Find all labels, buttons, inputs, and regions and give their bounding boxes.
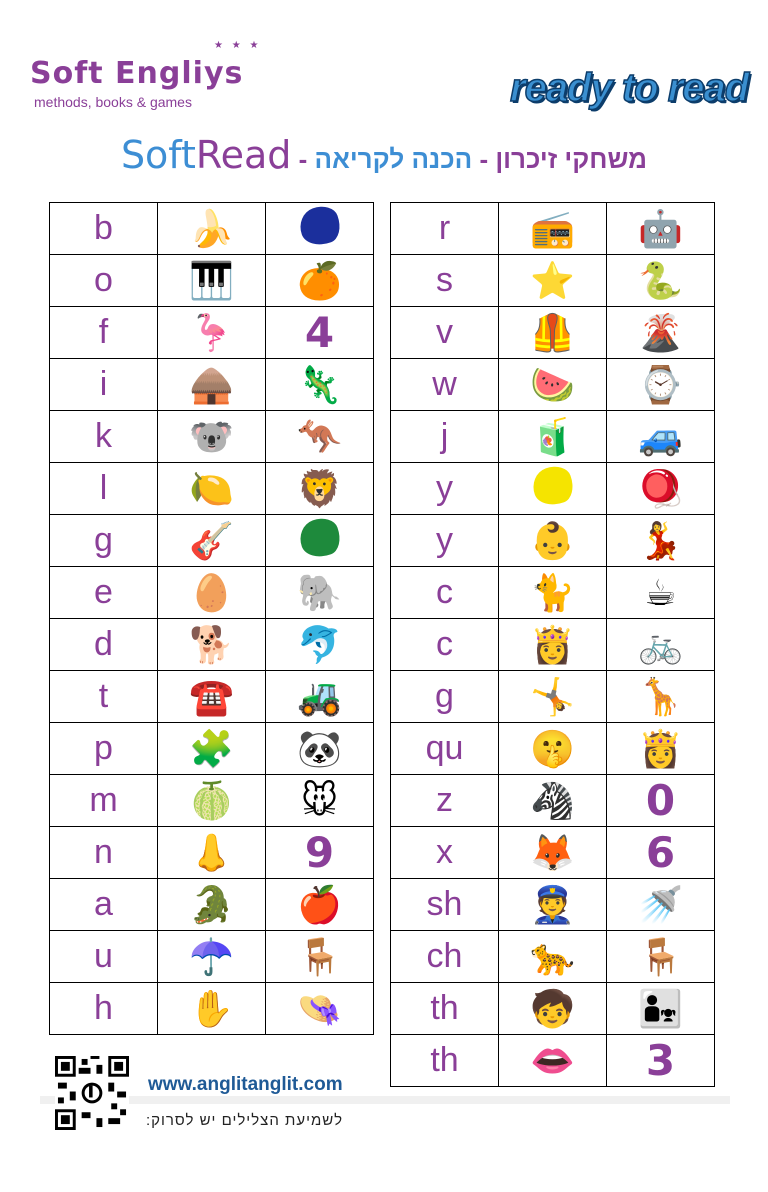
bicycle-icon: 🚲 — [638, 623, 683, 665]
table-row — [50, 827, 374, 879]
kangaroo-icon: 🦘 — [297, 415, 342, 457]
picture-cell-lips — [499, 1035, 607, 1087]
picture-cell-queen — [607, 723, 715, 775]
picture-cell-animals — [158, 879, 266, 931]
letter-cell: g — [50, 515, 158, 567]
picture-cell-gym — [499, 671, 607, 723]
letter-cell: y — [391, 515, 499, 567]
hand-icon: ✋ — [189, 987, 234, 1029]
table-row — [391, 983, 715, 1035]
tractor-icon: 🚜 — [297, 675, 342, 717]
picture-cell-puzzle — [158, 723, 266, 775]
scan-instruction: לשמיעת הצלילים יש לסרוק: — [146, 1112, 344, 1129]
letter-cell: v — [391, 307, 499, 359]
picture-cell-four — [266, 307, 374, 359]
picture-cell-umbrella — [158, 931, 266, 983]
table-row — [50, 931, 374, 983]
letter-cell: th — [391, 1035, 499, 1087]
picture-cell-apple — [266, 879, 374, 931]
table-row — [50, 619, 374, 671]
child-icon: 🧒 — [530, 987, 575, 1029]
nose-icon: 👃 — [189, 831, 234, 873]
keyboard-icon: 🎹 — [189, 259, 234, 301]
letter-cell: ch — [391, 931, 499, 983]
letter-cell: j — [391, 411, 499, 463]
letter-cell: m — [50, 775, 158, 827]
picture-cell-shower — [607, 879, 715, 931]
letter-cell: c — [391, 619, 499, 671]
table-row — [50, 567, 374, 619]
footer-divider — [40, 1096, 730, 1104]
picture-cell-nose — [158, 827, 266, 879]
right-letter-table — [390, 202, 715, 1087]
chair-icon: 🪑 — [638, 935, 683, 977]
lady-icon: 💃 — [638, 519, 683, 561]
table-row — [391, 307, 715, 359]
letter-cell: x — [391, 827, 499, 879]
ready-to-read-tagline: ready to read — [510, 66, 749, 110]
picture-cell-radio — [499, 203, 607, 255]
picture-cell-hand — [158, 983, 266, 1035]
picture-cell-giraffe — [607, 671, 715, 723]
letter-cell: t — [50, 671, 158, 723]
picture-cell-tractor — [266, 671, 374, 723]
table-row — [391, 775, 715, 827]
picture-cell-orange — [266, 255, 374, 307]
table-row — [50, 411, 374, 463]
three-number: 3 — [645, 1035, 676, 1085]
table-row — [391, 671, 715, 723]
snake-icon: 🐍 — [638, 259, 683, 301]
letter-cell: sh — [391, 879, 499, 931]
picture-cell-elephant — [266, 567, 374, 619]
letter-cell: b — [50, 203, 158, 255]
watch-icon: ⌚ — [638, 363, 683, 405]
title-read: Read — [195, 133, 292, 177]
picture-cell-banana — [158, 203, 266, 255]
picture-cell-volcano — [607, 307, 715, 359]
lion-icon: 🦁 — [297, 467, 342, 509]
letter-cell: c — [391, 567, 499, 619]
picture-cell-cinderella — [499, 619, 607, 671]
letter-cell: w — [391, 359, 499, 411]
letter-cell: l — [50, 463, 158, 515]
table-row — [50, 879, 374, 931]
cup-icon: ☕ — [644, 571, 677, 613]
picture-cell-hat — [266, 983, 374, 1035]
picture-cell-baby — [499, 515, 607, 567]
picture-cell-bicycle — [607, 619, 715, 671]
table-row — [391, 359, 715, 411]
picture-cell-chair — [607, 931, 715, 983]
picture-cell-melon — [158, 775, 266, 827]
picture-cell-flamingo — [158, 307, 266, 359]
picture-cell-star — [499, 255, 607, 307]
picture-cell-cup — [607, 567, 715, 619]
dolphin-icon: 🐬 — [297, 623, 342, 665]
letter-cell: h — [50, 983, 158, 1035]
zebra-icon: 🦓 — [530, 779, 575, 821]
picture-cell-telephone — [158, 671, 266, 723]
picture-cell-six — [607, 827, 715, 879]
picture-cell-father — [607, 983, 715, 1035]
picture-cell-three — [607, 1035, 715, 1087]
title-hebrew-games: משחקי זיכרון — [495, 144, 648, 174]
picture-cell-guitar — [158, 515, 266, 567]
picture-cell-snake — [607, 255, 715, 307]
letter-cell: s — [391, 255, 499, 307]
cheetah-icon: 🐆 — [530, 935, 575, 977]
yellow-blob-icon — [527, 461, 578, 510]
gym-icon: 🤸 — [530, 675, 575, 717]
six-number: 6 — [645, 827, 676, 877]
title-soft: Soft — [120, 133, 196, 177]
left-letter-table — [49, 202, 374, 1035]
letter-cell: u — [50, 931, 158, 983]
picture-cell-yoyo — [607, 463, 715, 515]
table-row — [50, 307, 374, 359]
quiet-icon: 🤫 — [530, 727, 575, 769]
table-row — [391, 879, 715, 931]
picture-cell-keyboard — [158, 255, 266, 307]
table-row — [50, 671, 374, 723]
four-number: 4 — [304, 307, 335, 357]
brand-tagline: methods, books & games — [34, 94, 192, 110]
shower-icon: 🚿 — [638, 883, 683, 925]
picture-cell-zero — [607, 775, 715, 827]
title-hebrew-prep: הכנה לקריאה — [314, 144, 473, 174]
iguana-icon: 🦎 — [297, 363, 342, 405]
table-row — [50, 463, 374, 515]
picture-cell-child — [499, 983, 607, 1035]
picture-cell-nine — [266, 827, 374, 879]
letter-cell: i — [50, 359, 158, 411]
jeep-icon: 🚙 — [638, 415, 683, 457]
picture-cell-vest — [499, 307, 607, 359]
soft-english-logo — [30, 40, 270, 118]
table-row — [391, 255, 715, 307]
igloo-icon: 🛖 — [189, 363, 234, 405]
nine-number: 9 — [304, 827, 335, 877]
picture-cell-kangaroo — [266, 411, 374, 463]
letter-cell: r — [391, 203, 499, 255]
picture-cell-robot — [607, 203, 715, 255]
picture-cell-zebra — [499, 775, 607, 827]
melon-icon: 🍈 — [189, 779, 234, 821]
apple-icon: 🍎 — [297, 883, 342, 925]
table-row — [391, 515, 715, 567]
picture-cell-jeep — [607, 411, 715, 463]
green-blob-icon — [294, 513, 345, 562]
table-row — [391, 463, 715, 515]
letter-cell: k — [50, 411, 158, 463]
brand-name: Soft Engliys — [30, 56, 244, 91]
website-link[interactable]: www.anglitanglit.com — [148, 1074, 343, 1095]
picture-cell-watermelon — [499, 359, 607, 411]
letter-cell: qu — [391, 723, 499, 775]
vest-icon: 🦺 — [530, 311, 575, 353]
table-row — [391, 567, 715, 619]
table-row — [50, 775, 374, 827]
orange-icon: 🍊 — [297, 259, 342, 301]
picture-cell-lady — [607, 515, 715, 567]
picture-cell-koala — [158, 411, 266, 463]
picture-cell-panda — [266, 723, 374, 775]
radio-icon: 📻 — [530, 207, 575, 249]
picture-cell-table — [266, 931, 374, 983]
letter-cell: d — [50, 619, 158, 671]
letter-cell: a — [50, 879, 158, 931]
guitar-icon: 🎸 — [189, 519, 234, 561]
yoyo-icon: 🪀 — [638, 467, 683, 509]
picture-cell-iguana — [266, 359, 374, 411]
picture-cell-mouse — [266, 775, 374, 827]
dog-icon: 🐕 — [189, 623, 234, 665]
lemon-icon: 🍋 — [189, 467, 234, 509]
banana-icon: 🍌 — [189, 207, 234, 249]
picture-cell-cat — [499, 567, 607, 619]
picture-cell-cheetah — [499, 931, 607, 983]
table-row — [391, 723, 715, 775]
letter-cell: p — [50, 723, 158, 775]
letter-cell: f — [50, 307, 158, 359]
elephant-icon: 🐘 — [297, 571, 342, 613]
logo-stars: ★ ★ ★ — [214, 40, 262, 51]
picture-cell-dolphin — [266, 619, 374, 671]
qr-code-icon[interactable] — [55, 1056, 129, 1130]
picture-cell-fox — [499, 827, 607, 879]
star-icon: ⭐ — [530, 259, 575, 301]
volcano-icon: 🌋 — [638, 311, 683, 353]
title-separator-2: - — [472, 144, 496, 174]
watermelon-icon: 🍉 — [530, 363, 575, 405]
table-row — [50, 723, 374, 775]
table-row — [50, 983, 374, 1035]
baby-icon: 👶 — [530, 519, 575, 561]
telephone-icon: ☎️ — [189, 675, 234, 717]
lips-icon: 👄 — [530, 1039, 575, 1081]
picture-cell-blue-blob — [266, 203, 374, 255]
cinderella-icon: 👸 — [530, 623, 575, 665]
table-icon: 🪑 — [297, 935, 342, 977]
letter-cell: g — [391, 671, 499, 723]
letter-cell: o — [50, 255, 158, 307]
puzzle-icon: 🧩 — [189, 727, 234, 769]
picture-cell-watch — [607, 359, 715, 411]
father-icon: 👨‍👧 — [638, 987, 683, 1029]
letter-cell: th — [391, 983, 499, 1035]
picture-cell-quiet — [499, 723, 607, 775]
fox-icon: 🦊 — [530, 831, 575, 873]
cat-icon: 🐈 — [530, 571, 575, 613]
hat-icon: 👒 — [297, 987, 342, 1029]
page-title — [0, 133, 768, 177]
table-row — [50, 359, 374, 411]
animals-icon: 🐊 — [189, 883, 234, 925]
flamingo-icon: 🦩 — [189, 311, 234, 353]
title-separator: - — [291, 144, 315, 174]
zero-number: 0 — [645, 775, 676, 825]
table-row — [391, 931, 715, 983]
blue-blob-icon — [294, 201, 345, 250]
table-row — [50, 255, 374, 307]
table-row — [50, 515, 374, 567]
picture-cell-juice — [499, 411, 607, 463]
picture-cell-lion — [266, 463, 374, 515]
letter-cell: e — [50, 567, 158, 619]
egg-icon: 🥚 — [189, 571, 234, 613]
picture-cell-green-blob — [266, 515, 374, 567]
umbrella-icon: ☂️ — [189, 935, 234, 977]
picture-cell-yellow-blob — [499, 463, 607, 515]
picture-cell-egg — [158, 567, 266, 619]
picture-cell-dog — [158, 619, 266, 671]
letter-cell: z — [391, 775, 499, 827]
table-row — [391, 1035, 715, 1087]
panda-icon: 🐼 — [297, 727, 342, 769]
sheriff-icon: 👮 — [530, 883, 575, 925]
robot-icon: 🤖 — [638, 207, 683, 249]
queen-icon: 👸 — [638, 727, 683, 769]
juice-icon: 🧃 — [530, 415, 575, 457]
table-row — [391, 619, 715, 671]
picture-cell-lemon — [158, 463, 266, 515]
letter-cell: y — [391, 463, 499, 515]
table-row — [50, 203, 374, 255]
picture-cell-sheriff — [499, 879, 607, 931]
letter-cell: n — [50, 827, 158, 879]
koala-icon: 🐨 — [189, 415, 234, 457]
picture-cell-igloo — [158, 359, 266, 411]
table-row — [391, 827, 715, 879]
table-row — [391, 411, 715, 463]
table-row — [391, 203, 715, 255]
mouse-icon: 🐭 — [300, 779, 339, 821]
giraffe-icon: 🦒 — [638, 675, 683, 717]
